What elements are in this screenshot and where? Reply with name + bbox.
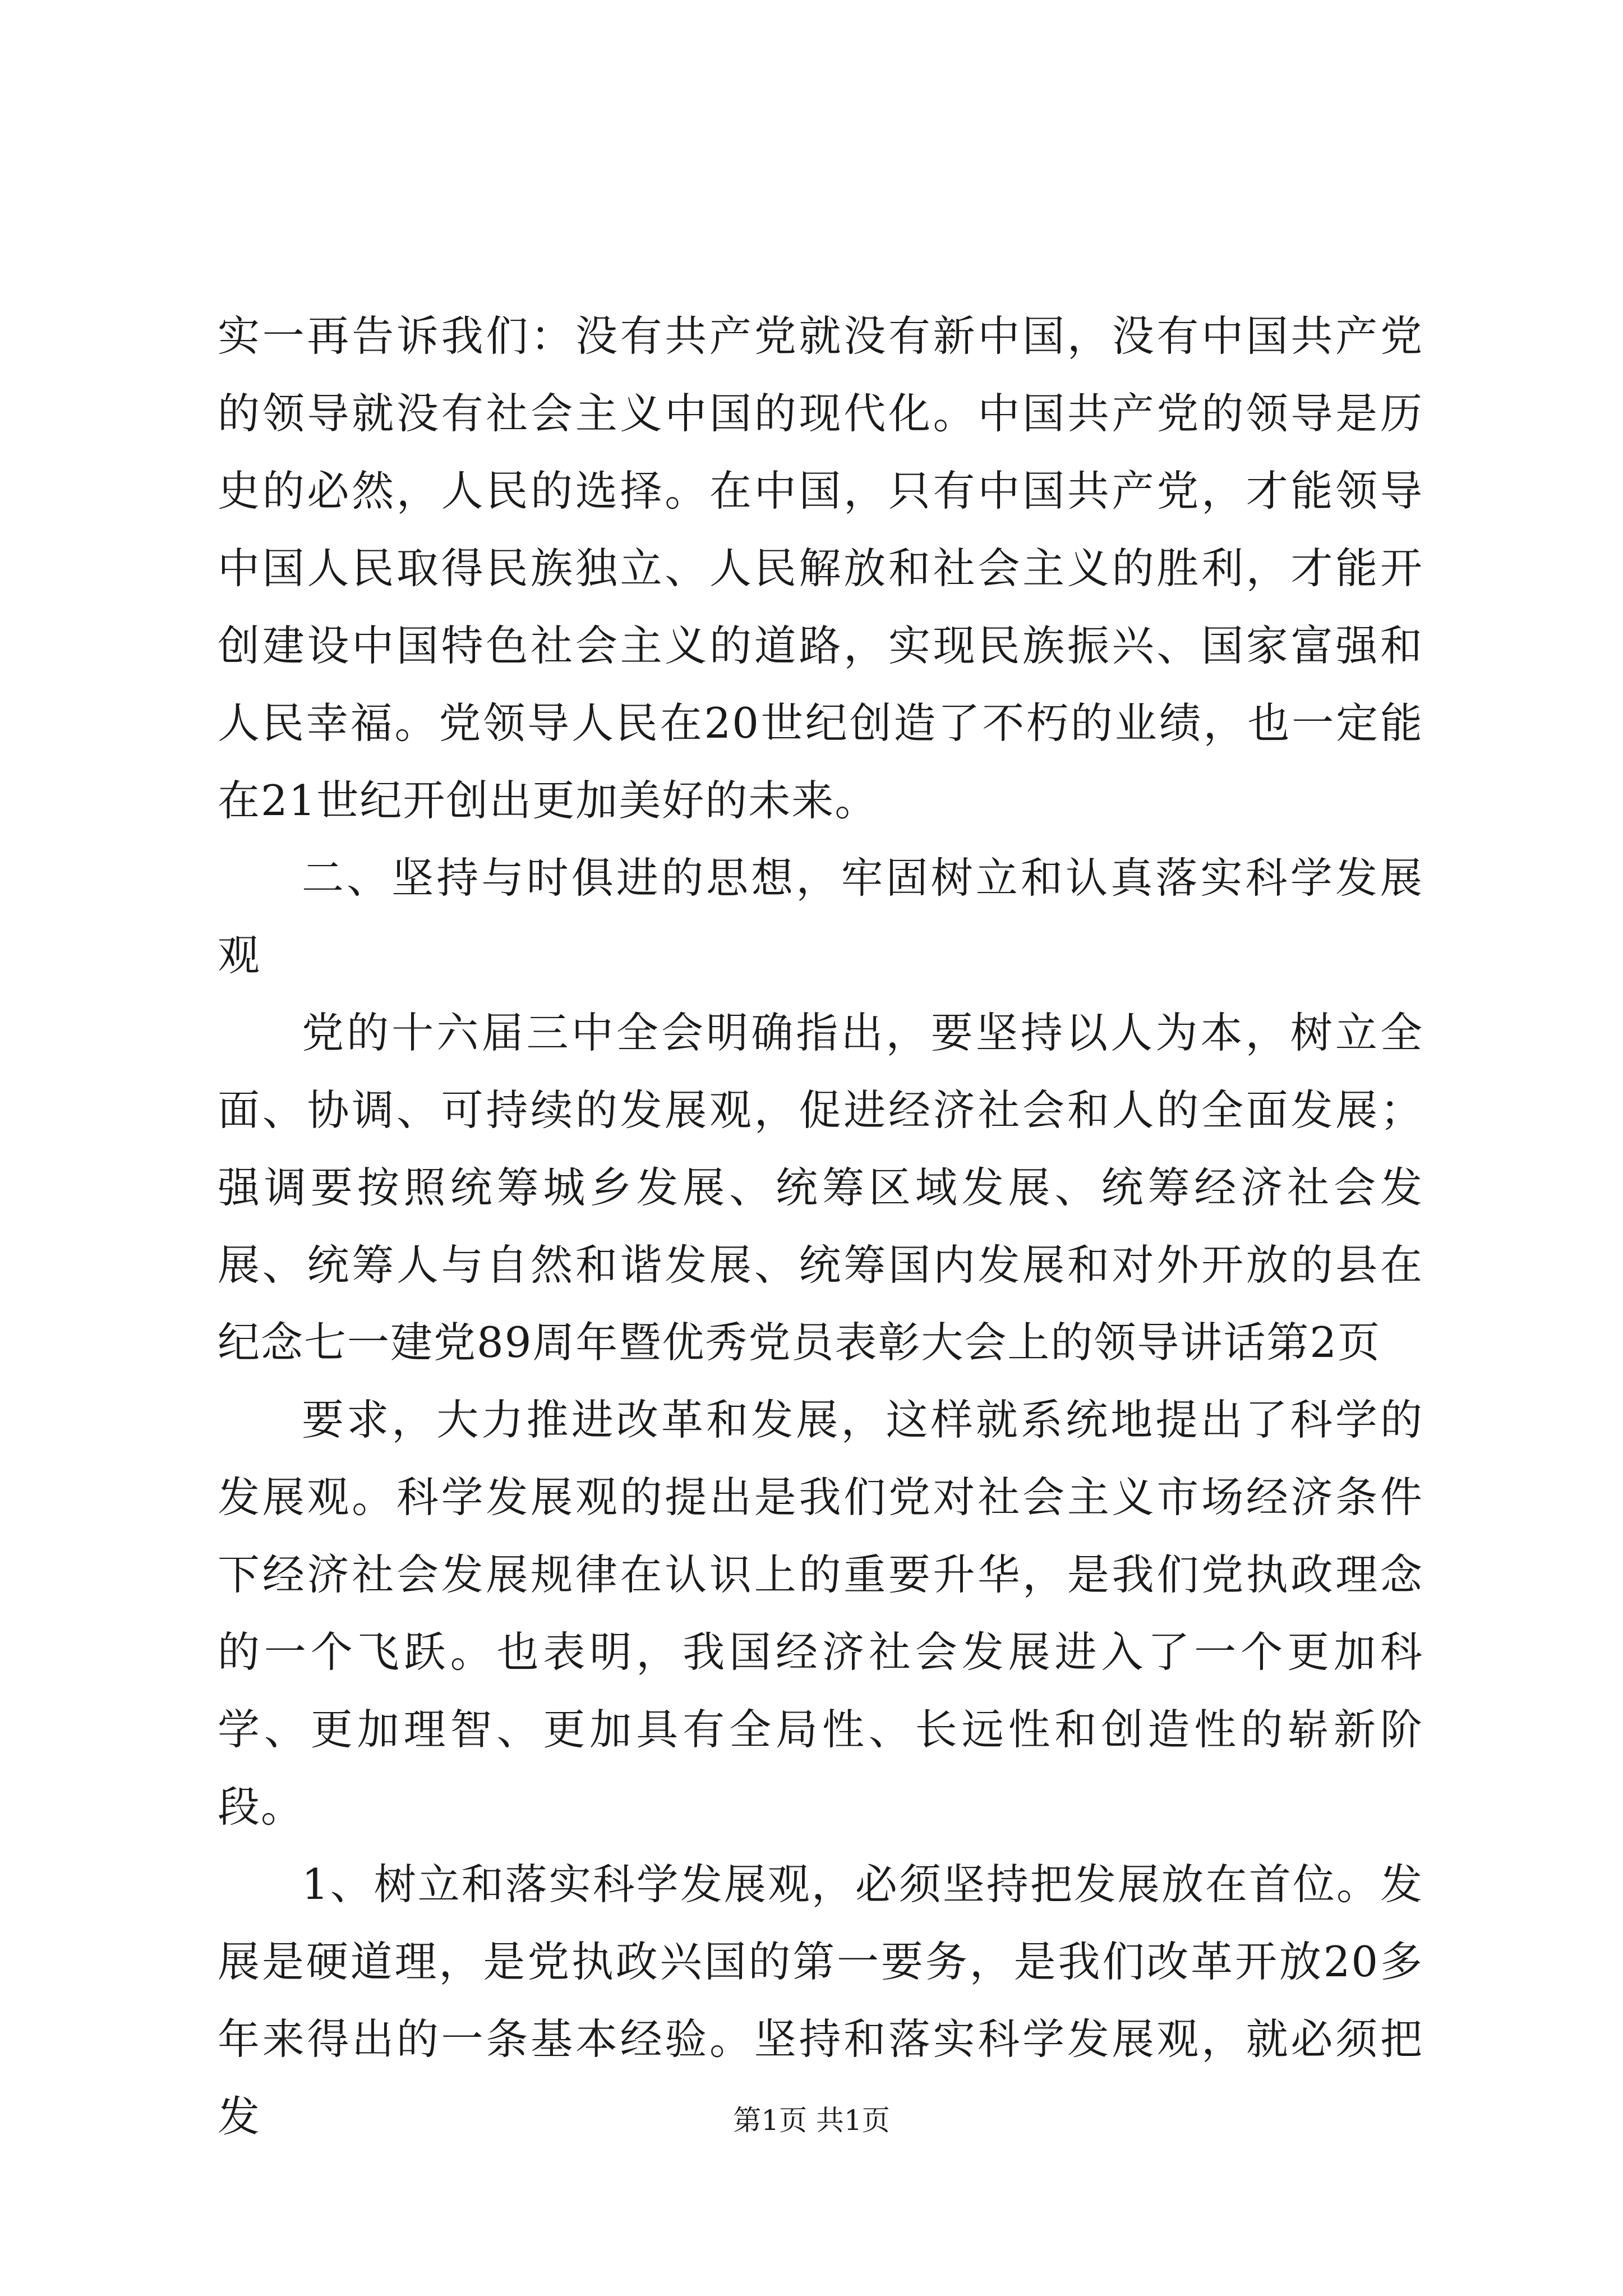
page-footer: 第1页 共1页 bbox=[733, 2104, 890, 2137]
paragraph: 1、树立和落实科学发展观，必须坚持把发展放在首位。发展是硬道理，是党执政兴国的第一要务，是我们改革开放20多年来得出的一条基本经验。坚持和落实科学发展观，就必须把发 bbox=[218, 1860, 1423, 2141]
paragraph: 要求，大力推进改革和发展，这样就系统地提出了科学的发展观。科学发展观的提出是我们党对社会主义市场经济条件下经济社会发展规律在认识上的重要升华，是我们党执政理念的一个飞跃。也表明，我国经济社会发展进入了一个更加科学、更加理智、更加具有全局性、长远性和创造性的崭新阶段。 bbox=[218, 1395, 1423, 1832]
paragraph-continuation: 实一再告诉我们：没有共产党就没有新中国，没有中国共产党的领导就没有社会主义中国的现代化。中国共产党的领导是历史的必然，人民的选择。在中国，只有中国共产党，才能领导中国人民取得民族独立、人民解放和社会主义的胜利，才能开创建设中国特色社会主义的道路，实现民族振兴、国家富强和人民幸福。党领导人民在20世纪创造了不朽的业绩，也一定能在21世纪开创出更加美好的未来。 bbox=[218, 311, 1423, 825]
paragraph: 党的十六届三中全会明确指出，要坚持以人为本，树立全面、协调、可持续的发展观，促进经济社会和人的全面发展；强调要按照统筹城乡发展、统筹区域发展、统筹经济社会发展、统筹人与自然和谐发展、统筹国内发展和对外开放的县在纪念七一建党89周年暨优秀党员表彰大会上的领导讲话第2页 bbox=[218, 1008, 1423, 1367]
section-heading: 二、坚持与时俱进的思想，牢固树立和认真落实科学发展观 bbox=[218, 853, 1423, 980]
document-body bbox=[218, 297, 1423, 2155]
